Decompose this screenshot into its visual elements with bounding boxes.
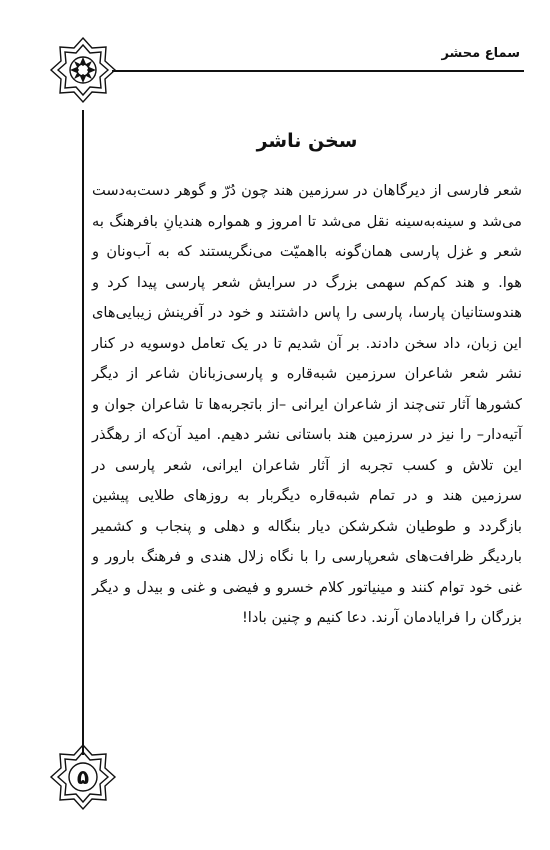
page-title: سخن ناشر <box>256 130 358 152</box>
body-paragraph: شعر فارسی از دیرگاهان در سرزمین هند چون دُرّ و گوهر دست‌به‌دست می‌شد و سینه‌به‌سینه نقل می‌شد تا امروز و همواره هندیانِ بافرهنگ به شعر و غزل پارسی همان‌گونه بااهمیّت می‌نگریستند که به آب‌ونان و هوا. و هند کم‌کم سهمی بزرگ در سرایش شعر پارسی پیدا کرد و هندوستانیان پارسا، پارسی را پاس داشتند و خود در آفرینش زیبایی‌های این زبان، داد سخن دادند. بر آن شدیم تا در یک تعامل دوسویه در کنار نشر شعر شاعران سرزمین شبه‌قاره و پارسی‌زبانان شاعر از دیگر کشورها آثار تنی‌چند از شاعران ایرانی –از باتجربه‌ها تا شاعران جوان و آتیه‌دار– را نیز در سرزمین هند باستانی نشر دهیم. امید آن‌که از رهگذر این تلاش و کسب تجربه از آثار شاعران ایرانی، شعر پارسی در سرزمین هند و در تمام شبه‌قاره دیگربار به روزهای طلایی پیشین بازگردد و طوطیان شکرشکن دیار بنگاله و دهلی و پنجاب و کشمیر باردیگر ظرافت‌های شعرپارسی را با نگاه زلال هندی و فرهنگ بارور و غنی خود توام کنند و مینیاتور کلام خسرو و فیضی و غنی و بیدل و دیگر بزرگان را فرایادمان آرند. دعا کنیم و چنین بادا! <box>92 182 522 626</box>
page-number: ۵ <box>76 765 90 789</box>
running-header: سماع محشر <box>441 46 520 61</box>
rosette-ornament-top <box>48 35 118 105</box>
header-rule <box>112 70 524 72</box>
main-content <box>92 130 522 634</box>
side-rule <box>82 110 84 755</box>
